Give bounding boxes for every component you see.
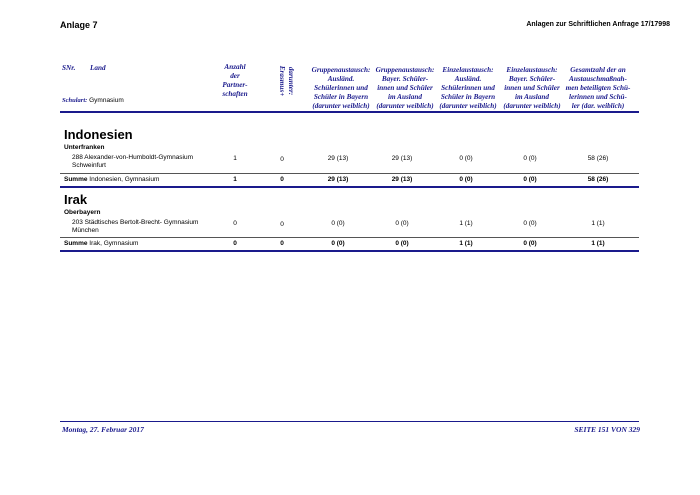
- section-separator: [60, 250, 639, 252]
- school-name: 288 Alexander-von-Humboldt-Gymnasium Schweinfurt: [72, 154, 194, 169]
- value-c2: 29 (13): [391, 155, 413, 162]
- sum-erasmus: 0: [280, 176, 284, 183]
- sum-c1: 29 (13): [327, 176, 349, 183]
- col-snr: SNr.: [62, 64, 76, 72]
- value-c5: 58 (26): [587, 155, 609, 162]
- school-name: 203 Städtisches Bertolt-Brecht- Gymnasium München: [72, 219, 199, 234]
- col-group-bavarian: Gruppenaustausch: Bayer. Schüler- innen und Schüler im Ausland (darunter weiblich): [375, 66, 435, 110]
- sum-c5: 58 (26): [587, 176, 609, 183]
- schulart-value: Gymnasium: [89, 97, 124, 104]
- col-group-foreign: Gruppenaustausch: Ausländ. Schülerinnen und Schüler in Bayern (darunter weiblich): [311, 66, 371, 110]
- col-erasmus: darunter: Erasmus+: [278, 65, 295, 97]
- value-c4: 0 (0): [523, 155, 537, 162]
- sum-erasmus: 0: [280, 240, 284, 247]
- value-c2: 0 (0): [395, 220, 409, 227]
- sum-word: Summe: [64, 240, 88, 247]
- sum-text: Indonesien, Gymnasium: [89, 176, 160, 183]
- sum-c4: 0 (0): [523, 176, 537, 183]
- value-c3: 0 (0): [459, 155, 473, 162]
- col-total: Gesamtzahl der an Austauschmaßnah- men beteiligten Schü- lerinnen und Schü- ler (dar. weiblich): [565, 66, 631, 110]
- value-c3: 1 (1): [459, 220, 473, 227]
- sum-text: Irak, Gymnasium: [89, 240, 139, 247]
- sum-label: [64, 176, 159, 183]
- annex-label: Anlage 7: [60, 20, 98, 30]
- value-erasmus: 0: [280, 156, 284, 163]
- header-rule: [60, 111, 639, 113]
- region-label: Oberbayern: [64, 209, 101, 216]
- country-title: Irak: [64, 192, 88, 207]
- value-c1: 0 (0): [331, 220, 345, 227]
- sum-word: Summe: [64, 176, 88, 183]
- value-c5: 1 (1): [591, 220, 605, 227]
- value-c4: 0 (0): [523, 220, 537, 227]
- value-erasmus: 0: [280, 221, 284, 228]
- schulart-label: Schulart:: [62, 97, 88, 104]
- sum-c4: 0 (0): [523, 240, 537, 247]
- col-single-bavarian: Einzelaustausch: Bayer. Schüler- innen und Schüler im Ausland (darunter weiblich): [503, 66, 561, 110]
- footer-rule: [60, 421, 639, 422]
- col-schulart: [62, 97, 124, 104]
- col-land: Land: [90, 64, 106, 72]
- sum-c2: 0 (0): [395, 240, 409, 247]
- col-partner: Anzahl der Partner- schaften: [222, 63, 248, 98]
- value-partner: 1: [233, 155, 237, 162]
- value-c1: 29 (13): [327, 155, 349, 162]
- sum-c3: 0 (0): [459, 176, 473, 183]
- sum-partner: 1: [233, 176, 237, 183]
- sum-c1: 0 (0): [331, 240, 345, 247]
- sum-c3: 1 (1): [459, 240, 473, 247]
- page-number: SEITE 151 VON 329: [574, 425, 640, 434]
- col-single-foreign: Einzelaustausch: Ausländ. Schülerinnen und Schüler in Bayern (darunter weiblich): [439, 66, 497, 110]
- sum-partner: 0: [233, 240, 237, 247]
- region-label: Unterfranken: [64, 144, 105, 151]
- value-partner: 0: [233, 220, 237, 227]
- section-separator: [60, 186, 639, 188]
- document-reference: Anlagen zur Schriftlichen Anfrage 17/17998: [526, 21, 670, 28]
- sum-c2: 29 (13): [391, 176, 413, 183]
- row-divider: [60, 173, 639, 174]
- sum-label: [64, 240, 138, 247]
- row-divider: [60, 237, 639, 238]
- country-title: Indonesien: [64, 127, 133, 142]
- footer-date: Montag, 27. Februar 2017: [62, 425, 144, 434]
- sum-c5: 1 (1): [591, 240, 605, 247]
